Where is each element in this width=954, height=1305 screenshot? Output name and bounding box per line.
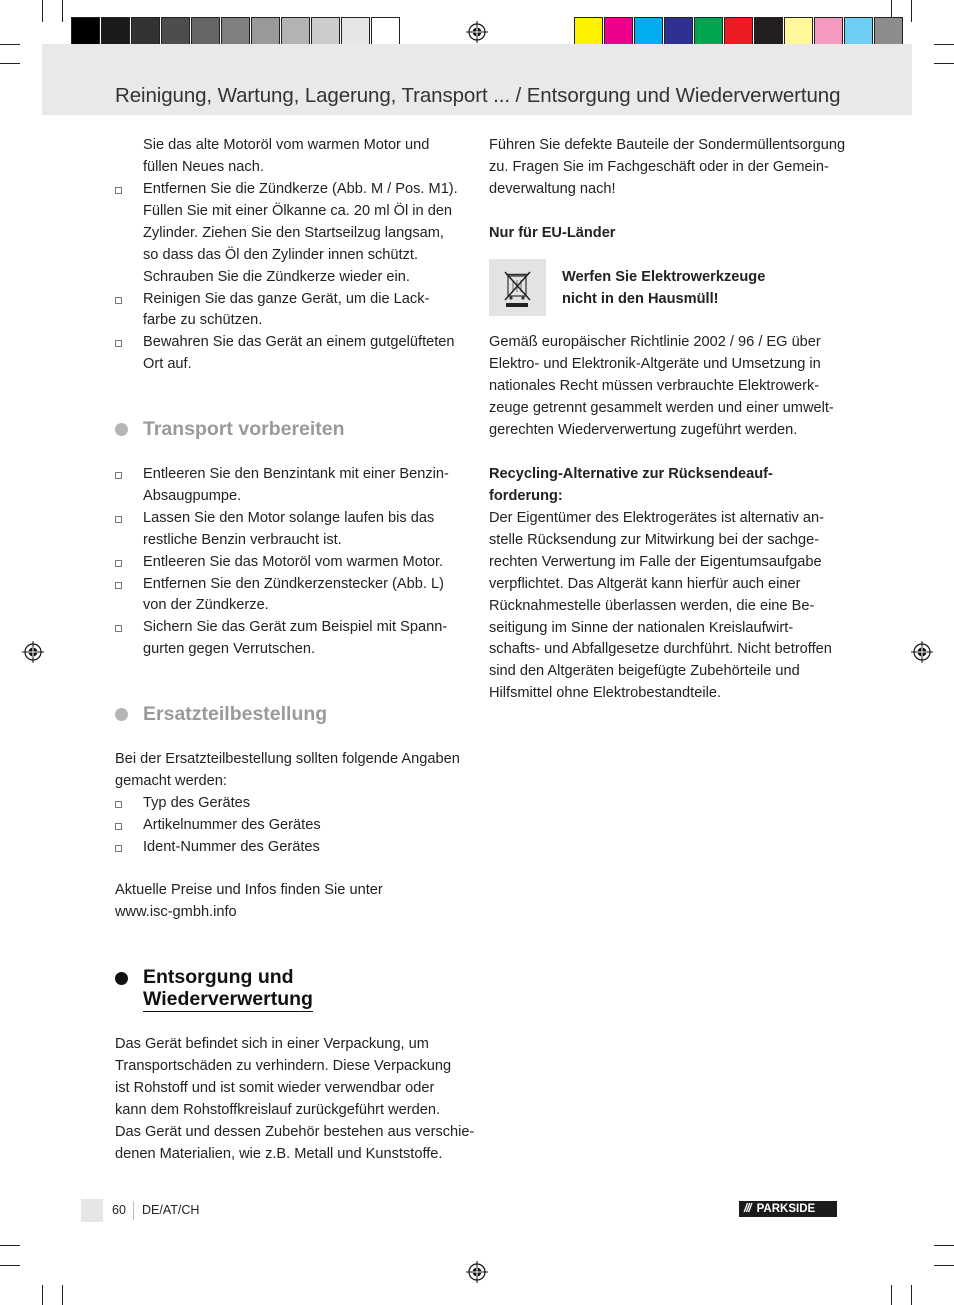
text-line: Der Eigentümer des Elektrogerätes ist alternativ an- (489, 510, 825, 526)
text-line: Bei der Ersatzteilbestellung sollten folgende Angaben (115, 751, 460, 767)
list-item (115, 574, 475, 618)
text-line: Ident-Nummer des Gerätes (143, 838, 320, 855)
list-item (115, 837, 475, 859)
page-number: 60 (112, 1203, 126, 1217)
text-line: Entleeren Sie das Motoröl vom warmen Motor. (143, 553, 444, 570)
text-line: Rücknahmestelle überlassen werden, die eine Be- (489, 597, 815, 614)
text-line: Zylinder. Ziehen Sie den Startseilzug langsam, (143, 224, 444, 241)
list-item (115, 179, 475, 289)
left-intro (143, 135, 473, 179)
list-item (115, 552, 475, 574)
color-swatch (191, 17, 220, 46)
registration-mark-icon (466, 1261, 488, 1283)
text-line: Sie das alte Motoröl vom warmen Motor und (143, 137, 430, 153)
weee-warning (562, 267, 842, 311)
text-line: deverwaltung nach! (489, 180, 616, 197)
process-color-bar (574, 17, 904, 46)
checkbox-bullet-icon (115, 625, 122, 632)
color-swatch (574, 17, 603, 46)
website-link: www.isc-gmbh.info (115, 904, 237, 921)
color-swatch (101, 17, 130, 46)
color-swatch (371, 17, 400, 46)
list-item (115, 464, 475, 508)
crop-mark (934, 63, 954, 64)
text-line: rechten Verwertung im Falle der Eigentumsaufgabe (489, 553, 822, 570)
crop-mark (934, 1265, 954, 1266)
color-swatch (221, 17, 250, 46)
checkbox-bullet-icon (115, 801, 122, 808)
crop-mark (934, 1245, 954, 1246)
heading-text: Transport vorbereiten (143, 418, 345, 440)
color-swatch (664, 17, 693, 46)
checkbox-bullet-icon (115, 845, 122, 852)
text-line: nicht in den Hausmüll! (562, 290, 719, 307)
crop-mark (62, 1285, 63, 1305)
text-line: Füllen Sie mit einer Ölkanne ca. 20 ml Öl in den (143, 202, 453, 219)
crop-mark (0, 1265, 20, 1266)
text-line: Entfernen Sie die Zündkerze (Abb. M / Pos. M1). (143, 181, 458, 197)
brand-logo (739, 1201, 837, 1217)
text-line: Sichern Sie das Gerät zum Beispiel mit Spann- (143, 619, 448, 636)
text-line: füllen Neues nach. (143, 158, 264, 175)
color-swatch (844, 17, 873, 46)
color-swatch (874, 17, 903, 46)
text-line: Typ des Gerätes (143, 794, 251, 811)
brand-name: PARKSIDE (756, 1203, 816, 1215)
text-line: Werfen Sie Elektrowerkzeuge (562, 269, 766, 285)
text-line: nationales Recht müssen verbrauchte Elektrowerk- (489, 377, 820, 394)
list-item (115, 508, 475, 552)
list-item (115, 332, 475, 376)
parts-section (115, 749, 475, 924)
text-line: Entleeren Sie den Benzintank mit einer Benzin- (143, 466, 449, 482)
page-title: Reinigung, Wartung, Lagerung, Transport ... / Entsorgung und Wiederverwertung (115, 84, 841, 107)
recycling-text (489, 508, 859, 705)
heading-text (143, 966, 313, 1012)
crop-mark (42, 0, 43, 22)
text-line: restliche Benzin verbraucht ist. (143, 531, 342, 548)
checkbox-bullet-icon (115, 297, 122, 304)
text-line: sind den Altgeräten beigefügte Zubehörteile und (489, 663, 800, 680)
text-line: zu. Fragen Sie im Fachgeschäft oder in der Gemein- (489, 158, 829, 175)
text-line: Elektro- und Elektronik-Altgeräte und Umsetzung in (489, 355, 821, 372)
text-line: seitigung im Sinne der nationalen Kreislaufwirt- (489, 619, 794, 636)
text-line: gurten gegen Verrutschen. (143, 641, 316, 658)
text-line: schafts- und Abfallgesetze durchführt. Nicht betroffen (489, 641, 832, 658)
text-line: forderung: (489, 487, 563, 504)
text-line: Recycling-Alternative zur Rücksendeauf- (489, 466, 773, 482)
eu-heading: Nur für EU-Länder (489, 225, 616, 241)
crop-mark (911, 0, 912, 22)
bullet-dot-icon (115, 708, 128, 721)
checkbox-bullet-icon (115, 340, 122, 347)
checkbox-bullet-icon (115, 516, 122, 523)
country-codes: DE/AT/CH (142, 1203, 200, 1217)
color-swatch (251, 17, 280, 46)
text-line: Entfernen Sie den Zündkerzenstecker (Abb. L) (143, 575, 444, 592)
heading-line: Entsorgung und (143, 966, 294, 988)
text-line: verpflichtet. Das Altgerät kann hierfür auch einer (489, 575, 801, 592)
section-heading-disposal (115, 966, 313, 1012)
text-line: Lassen Sie den Motor solange laufen bis das (143, 509, 435, 526)
color-swatch (754, 17, 783, 46)
color-swatch (604, 17, 633, 46)
crop-mark (0, 63, 20, 64)
color-swatch (131, 17, 160, 46)
page-number-box (81, 1199, 103, 1222)
crop-mark (934, 44, 954, 45)
brand-slashes: /// (744, 1203, 751, 1215)
text-line: gemacht werden: (115, 772, 227, 789)
text-line: Führen Sie defekte Bauteile der Sondermüllentsorgung (489, 137, 846, 153)
section-heading-parts (115, 703, 327, 726)
color-swatch (814, 17, 843, 46)
transport-list (115, 464, 475, 661)
registration-mark-icon (22, 641, 44, 663)
text-line: Hilfsmittel ohne Elektrobestandteile. (489, 685, 721, 702)
list-item (115, 815, 475, 837)
disposal-text (115, 1034, 475, 1165)
weee-symbol-box (489, 259, 546, 316)
checkbox-bullet-icon (115, 560, 122, 567)
crossed-out-wheelie-bin-icon (489, 259, 546, 316)
text-line: Ort auf. (143, 356, 192, 373)
text-line: Reinigen Sie das ganze Gerät, um die Lack- (143, 290, 430, 307)
bullet-dot-icon (115, 423, 128, 436)
directive-text (489, 332, 859, 442)
text-line: Absaugpumpe. (143, 487, 242, 504)
text-line: Gemäß europäischer Richtlinie 2002 / 96 / EG über (489, 334, 821, 350)
crop-mark (0, 44, 20, 45)
text-line: Das Gerät befindet sich in einer Verpackung, um (115, 1036, 429, 1052)
section-heading-transport (115, 418, 345, 441)
crop-mark (0, 1245, 20, 1246)
crop-mark (62, 0, 63, 22)
text-line: denen Materialien, wie z.B. Metall und Kunststoffe. (115, 1145, 443, 1162)
list-item (115, 617, 475, 661)
checkbox-bullet-icon (115, 823, 122, 830)
grey-color-bar (71, 17, 401, 46)
text-line: Artikelnummer des Gerätes (143, 816, 321, 833)
text-line: Aktuelle Preise und Infos finden Sie unter (115, 882, 383, 899)
color-swatch (784, 17, 813, 46)
heading-line: Wiederverwertung (143, 988, 313, 1010)
checkbox-bullet-icon (115, 472, 122, 479)
text-line: kann dem Rohstoffkreislauf zurückgeführt werden. (115, 1101, 441, 1118)
text-line: Bewahren Sie das Gerät an einem gutgelüfteten (143, 334, 455, 351)
heading-text: Ersatzteilbestellung (143, 703, 328, 725)
crop-mark (911, 1285, 912, 1305)
color-swatch (161, 17, 190, 46)
right-intro (489, 135, 849, 201)
footer-divider (133, 1201, 134, 1220)
text-line: Das Gerät und dessen Zubehör bestehen aus verschie- (115, 1123, 475, 1140)
registration-mark-icon (911, 641, 933, 663)
text-line: zeuge getrennt gesammelt werden und einer umwelt- (489, 399, 834, 416)
list-item (115, 793, 475, 815)
recycling-heading (489, 464, 859, 508)
color-swatch (634, 17, 663, 46)
text-line: Schrauben Sie die Zündkerze wieder ein. (143, 268, 410, 285)
checkbox-bullet-icon (115, 582, 122, 589)
text-line: farbe zu schützen. (143, 312, 263, 329)
text-line: stelle Rücksendung zur Mitwirkung bei der sachge- (489, 531, 820, 548)
text-line: ist Rohstoff und ist somit wieder verwendbar oder (115, 1079, 435, 1096)
text-line: gerechten Wiederverwertung zugeführt werden. (489, 421, 798, 438)
registration-mark-icon (466, 21, 488, 43)
crop-mark (42, 1285, 43, 1305)
color-swatch (694, 17, 723, 46)
text-line: Transportschäden zu verhindern. Diese Verpackung (115, 1057, 452, 1074)
crop-mark (891, 1285, 892, 1305)
color-swatch (281, 17, 310, 46)
bullet-dot-icon (115, 972, 128, 985)
text-line: so dass das Öl den Zylinder innen schützt. (143, 246, 418, 263)
text-line: von der Zündkerze. (143, 597, 269, 614)
color-swatch (311, 17, 340, 46)
list-item (115, 289, 475, 333)
color-swatch (724, 17, 753, 46)
checkbox-bullet-icon (115, 187, 122, 194)
color-swatch (71, 17, 100, 46)
color-swatch (341, 17, 370, 46)
care-list (115, 179, 475, 376)
